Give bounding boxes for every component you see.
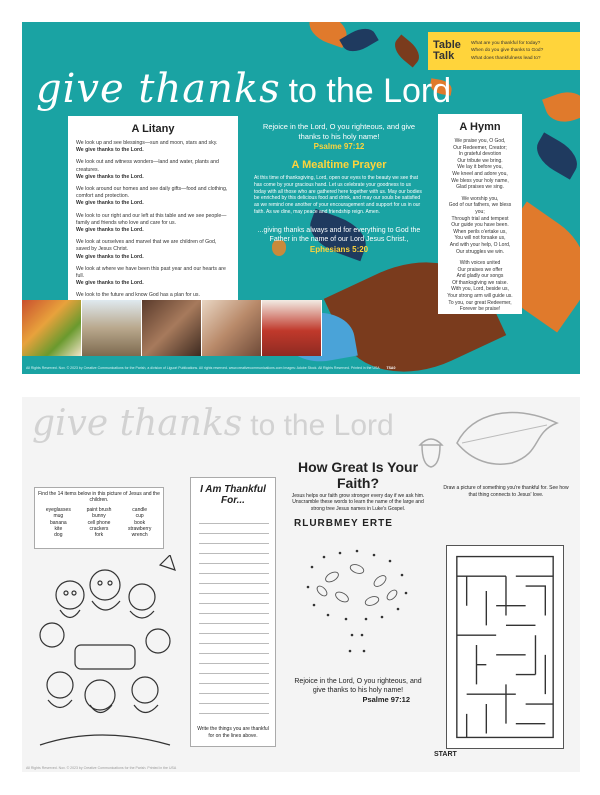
find-items-box	[34, 487, 164, 549]
find-word: cell phone	[87, 519, 111, 526]
table-talk-question: What does thankfulness lead to?	[471, 55, 541, 61]
fruit-photo	[22, 300, 82, 356]
litany-title: A Litany	[131, 123, 175, 135]
title-script: give thanks	[32, 403, 243, 444]
activity-title	[32, 403, 394, 444]
scramble-word: RLURBMEY ERTE	[294, 518, 393, 530]
hymn-stanza: With voices united Our praises we offer And gladly our songs Of thanksgiving we raise. With you, Lord, beside us, Your strong arm will guide us. To you, our great Redeemer, Forever be praise!	[447, 260, 513, 313]
psalm-reference: Psalme 97:12	[313, 142, 365, 151]
navy-leaf-decoration	[530, 132, 580, 179]
litany-card	[68, 116, 238, 306]
jesus-children-coloring-picture	[30, 555, 176, 750]
activity-placemat	[22, 397, 580, 772]
litany-stanza: We look around our homes and see daily gifts—food and clothing, comfort and protection. We give thanks to the Lord.	[76, 186, 228, 207]
litany-stanza: We look at where we have been this past year and our hearts are full. We give thanks to the Lord.	[76, 265, 226, 287]
find-word: strawberry	[127, 526, 152, 533]
photo-strip	[22, 300, 322, 356]
house-photo	[82, 300, 142, 356]
faith-instructions: Jesus helps our faith grow stronger every day if we ask him. Unscramble these words to learn the name of the large and strong tree Jesus names in Luke's Gospel.	[291, 493, 425, 512]
copyright-footer: All Rights Reserved. Nov. © 2023 by Creative Communications for the Parish. Printed in the USA	[26, 766, 177, 770]
hands-photo	[142, 300, 202, 356]
thankful-instructions: Write the things you are thankful for on the lines above.	[197, 726, 269, 739]
title-plain: to the Lord	[250, 409, 394, 442]
center-column	[254, 122, 424, 255]
ephesians-reference: Ephesians 5:20	[309, 244, 369, 254]
prayer-title: A Mealtime Prayer	[291, 159, 387, 171]
table-talk-title: Table Talk	[433, 39, 461, 62]
litany-stanza: We look to our right and our left at this table and we see people—family and friends who love and care for us. We give thanks to the Lord.	[76, 212, 227, 234]
find-word-list	[38, 507, 160, 539]
find-word: eyeglasses	[45, 506, 71, 513]
writing-lines[interactable]	[199, 514, 269, 714]
psalm-reference-bottom: Psalme 97:12	[362, 695, 410, 704]
thankful-title: I Am Thankful For...	[200, 484, 266, 506]
find-word: candle	[132, 506, 148, 513]
find-title: Find the 14 items below in this picture of Jesus and the children.	[38, 491, 160, 504]
thankful-list-box	[190, 477, 276, 747]
table-talk-questions	[471, 40, 543, 63]
table-talk-question: What are you thankful for today?	[471, 40, 541, 46]
find-word: mug	[53, 513, 64, 520]
find-word: cup	[135, 513, 144, 520]
litany-stanza: We look to the future and know God has a plan for us.	[76, 292, 200, 299]
litany-stanza: We look at ourselves and marvel that we are children of God, saved by Jesus Christ. We give thanks to the Lord.	[76, 239, 217, 260]
oak-leaf-outline	[452, 403, 562, 469]
psalm-verse-bottom: Rejoice in the Lord, O you righteous, and give thanks to his holy name! Psalme 97:12	[290, 677, 426, 704]
connect-the-dots-tree[interactable]	[302, 547, 414, 657]
draw-instructions: Draw a picture of something you're thankful for. See how that thing connects to Jesus' love.	[443, 485, 569, 498]
color-placemat	[22, 22, 580, 374]
find-word: paint brush	[86, 506, 112, 513]
hymn-card	[438, 114, 522, 314]
table-talk-box	[428, 32, 580, 70]
find-word: fork	[94, 532, 104, 539]
find-word: dog	[54, 532, 63, 539]
find-word: bunny	[92, 513, 106, 520]
litany-stanza: We look up and see blessings—sun and moon, stars and sky. We give thanks to the Lord.	[76, 140, 218, 154]
family-photo	[202, 300, 262, 356]
title-plain: to the Lord	[288, 72, 452, 110]
find-word: banana	[49, 519, 67, 526]
title-script: give thanks	[36, 66, 281, 112]
psalm-verse: Rejoice in the Lord, O you righteous, and give thanks to his holy name!	[262, 122, 416, 141]
prayer-text: At this time of thanksgiving, Lord, open our eyes to the beauty we see that has come by your gracious hand. Let us celebrate your goodness to us today with all those who are gathered here together with us. May our bodies be enriched by this delicious food and drink, and may our souls be satisfied as we remind one another of your encouragement and support for us in our faith. As we dine, may peace and friendship reign. Amen.	[254, 175, 422, 215]
brown-leaf-decoration	[390, 34, 425, 67]
find-word: crackers	[89, 526, 109, 533]
hymn-stanza: We praise you, O God, Our Redeemer, Creator; In grateful devotion Our tribute we bring. We lay it before you, We kneel and adore you, We bless your holy name, Glad praises we sing.	[451, 138, 509, 191]
faith-title: How Great Is Your Faith?	[297, 459, 419, 491]
maze-start-label: START	[434, 751, 457, 758]
cross-photo	[262, 300, 322, 356]
litany-stanza: We look out and witness wonders—land and water, plants and creatures. We give thanks to the Lord.	[76, 159, 219, 180]
find-word: book	[134, 519, 146, 526]
hymn-stanza: We worship you, God of our fathers, we bless you; Through trial and tempest Our guide you have been. When perils o'ertake us, You will not forsake us, And with your help, O Lord, Our struggles we win.	[448, 195, 512, 255]
hymn-title: A Hymn	[459, 121, 501, 133]
table-talk-question: When do you give thanks to God?	[471, 48, 544, 54]
faith-activity	[290, 459, 426, 704]
product-code: TSA0	[386, 366, 396, 370]
placemat-title	[36, 66, 451, 112]
ephesians-verse: ...giving thanks always and for everything to God the Father in the name of our Lord Jesus Christ., Ephesians 5:20	[257, 226, 421, 254]
maze-puzzle[interactable]	[446, 545, 564, 749]
find-word: kite	[54, 526, 63, 533]
orange-leaf-decoration	[542, 86, 580, 128]
copyright-footer: All Rights Reserved. Nov. © 2023 by Creative Communications for the Parish, a division of Liguori Publications. All rights reserved. www.creativecommunications.com Images: Adobe Stock. All Rights Reserved. Printed in the USA TSA0	[26, 366, 396, 370]
find-word: wrench	[131, 532, 148, 539]
